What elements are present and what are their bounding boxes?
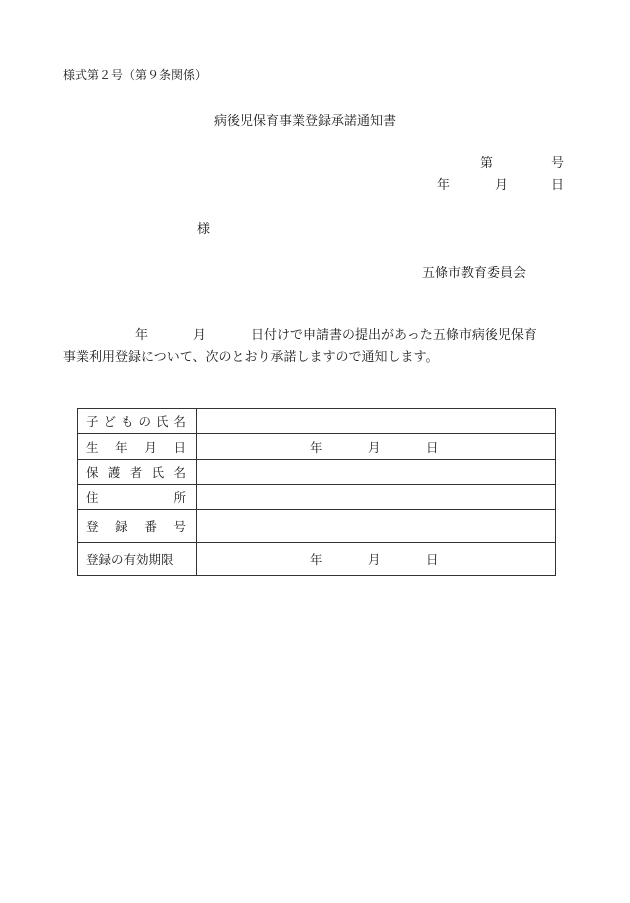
label-birth-date: 生 年 月 日: [78, 434, 197, 460]
birth-year-unit: 年: [310, 439, 323, 455]
validity-year-unit: 年: [310, 552, 323, 567]
reference-go: 号: [551, 156, 565, 171]
reference-dai: 第: [480, 156, 494, 171]
value-validity-period: [197, 543, 556, 576]
birth-day-unit: 日: [426, 439, 439, 455]
body-year: 年: [135, 328, 149, 343]
row-birth-date: [78, 434, 556, 460]
form-number: 様式第２号（第９条関係）: [63, 68, 208, 82]
validity-day-unit: 日: [426, 552, 439, 567]
validity-month-unit: 月: [368, 552, 381, 567]
value-registration-number: [197, 510, 556, 543]
row-address: [78, 485, 556, 510]
label-guardian-name: 保 護 者 氏 名: [78, 460, 197, 485]
value-address: [197, 485, 556, 510]
label-address: 住 所: [78, 485, 197, 510]
row-registration-number: [78, 510, 556, 543]
addressee-honorific: 様: [197, 222, 211, 237]
row-guardian-name: [78, 460, 556, 485]
document-title: 病後児保育事業登録承諾通知書: [214, 114, 397, 129]
label-registration-number: 登 録 番 号: [78, 510, 197, 543]
row-validity-period: [78, 543, 556, 576]
date-month: 月: [495, 178, 509, 193]
body-month: 月: [193, 328, 207, 343]
value-guardian-name: [197, 460, 556, 485]
label-child-name: 子 ど も の 氏 名: [78, 409, 197, 434]
value-birth-date: [197, 434, 556, 460]
body-text-line2: 事業利用登録について、次のとおり承諾しますので通知します。: [63, 350, 439, 365]
body-text-line1: 日付けで申請書の提出があった五條市病後児保育: [251, 328, 537, 343]
label-validity-period: 登録の有効期限: [78, 543, 197, 576]
date-day: 日: [551, 178, 565, 193]
date-year: 年: [437, 178, 451, 193]
registration-info-table: [77, 408, 556, 576]
birth-month-unit: 月: [368, 439, 381, 455]
issuer-name: 五條市教育委員会: [422, 266, 527, 281]
value-child-name: [197, 409, 556, 434]
row-child-name: [78, 409, 556, 434]
